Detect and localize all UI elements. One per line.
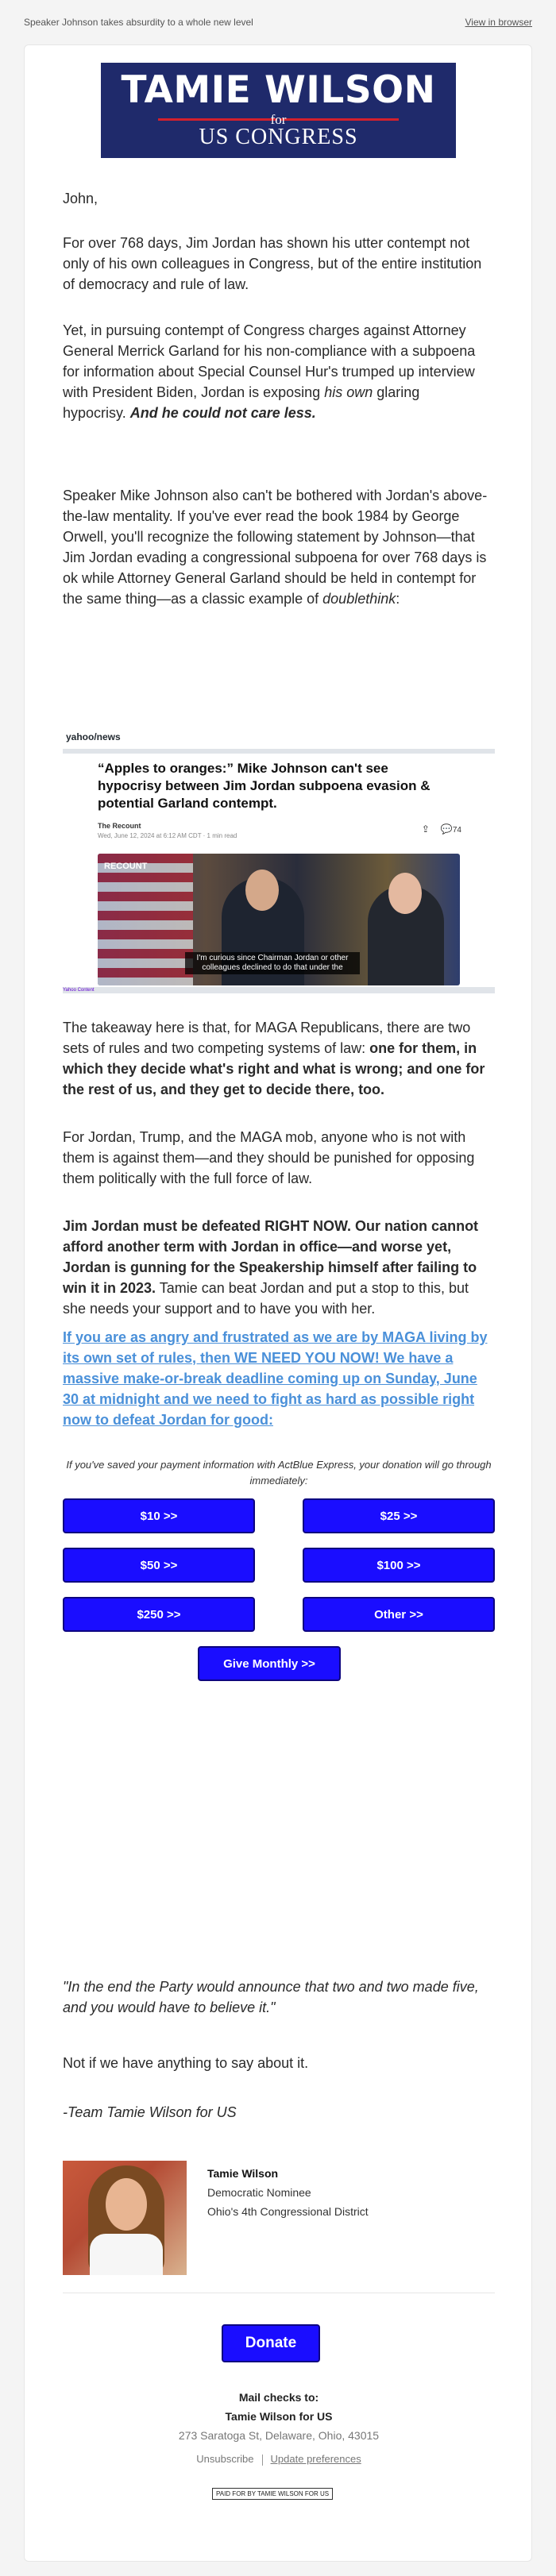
- article-headline[interactable]: “Apples to oranges:” Mike Johnson can't see hypocrisy between Jim Jordan subpoena evasion & potential Garland contempt.: [98, 761, 431, 811]
- donate-50-button[interactable]: $50 >>: [63, 1548, 255, 1583]
- orwell-quote: "In the end the Party would announce that two and two made five, and you would have to believe it.": [63, 1979, 479, 2015]
- paragraph-2: [63, 320, 495, 423]
- logo-for: for: [270, 112, 287, 127]
- photo-clothing: [90, 2234, 163, 2275]
- preheader-bar: [0, 0, 556, 44]
- comment-count: 74: [452, 826, 461, 835]
- campaign-logo: [101, 63, 456, 158]
- logo-name: TAMIE WILSON: [121, 68, 436, 112]
- paragraph-4: [63, 1017, 495, 1100]
- paragraph-8: Not if we have anything to say about it.: [63, 2055, 309, 2071]
- mail-recipient: Tamie Wilson for US: [225, 2410, 333, 2423]
- paragraph-2-text-end: glaring hypocrisy.: [63, 384, 420, 421]
- photo-face: [106, 2178, 147, 2231]
- donate-250-button[interactable]: $250 >>: [63, 1597, 255, 1632]
- news-brand: /news: [94, 731, 121, 742]
- article-embed[interactable]: [63, 725, 495, 993]
- paragraph-4-text: The takeaway here is that, for MAGA Republicans, there are two sets of rules and two competing systems of law:: [63, 1020, 471, 1056]
- article-actions: [422, 823, 461, 835]
- candidate-photo: [63, 2161, 187, 2275]
- donate-25-button[interactable]: $25 >>: [303, 1498, 495, 1533]
- unsubscribe-link[interactable]: Unsubscribe: [196, 2453, 254, 2465]
- share-icon[interactable]: ⇪: [421, 823, 430, 835]
- article-meta: Wed, June 12, 2024 at 6:12 AM CDT · 1 min read: [98, 832, 237, 839]
- paragraph-3-colon: :: [396, 591, 400, 607]
- yahoo-news-logo: [66, 731, 121, 742]
- donate-100-button[interactable]: $100 >>: [303, 1548, 495, 1583]
- donate-button[interactable]: Donate: [222, 2324, 320, 2362]
- preheader-text: Speaker Johnson takes absurdity to a whole new level: [24, 17, 253, 28]
- email-card: [24, 44, 532, 2562]
- flag-graphic: [98, 854, 193, 985]
- paragraph-7: [63, 1327, 495, 1430]
- paragraph-2-text: Yet, in pursuing contempt of Congress charges against Attorney General Merrick Garland for his non-compliance with a subpoena for information about Special Counsel Hur's trumped up interview with President Biden, Jordan is exposing: [63, 322, 476, 400]
- article-top-bar: [63, 749, 495, 754]
- comment-icon[interactable]: 💬74: [440, 823, 461, 835]
- article-bottom-bar: [63, 987, 495, 993]
- candidate-name: Tamie Wilson: [207, 2167, 279, 2180]
- candidate-title: Democratic Nominee: [207, 2186, 311, 2199]
- logo-office: US CONGRESS: [199, 125, 358, 149]
- embed-label: Yahoo Content: [63, 988, 95, 993]
- donate-appeal-link[interactable]: If you are as angry and frustrated as we are by MAGA living by its own set of rules, then WE NEED YOU NOW! We have a massive make-or-break deadline coming up on Sunday, June 30 at midnight and we need to fight as hard as possible right now to defeat Jordan for good:: [63, 1329, 488, 1428]
- speaker-face: [245, 870, 279, 911]
- video-tag: RECOUNT: [104, 862, 148, 871]
- signoff: -Team Tamie Wilson for US: [63, 2104, 237, 2120]
- paragraph-3-emphasis: doublethink: [322, 591, 396, 607]
- paragraph-6-text: Tamie can beat Jordan and put a stop to this, but she needs your support and to have you with her.: [63, 1280, 469, 1317]
- paragraph-3: [63, 485, 495, 609]
- give-monthly-button[interactable]: Give Monthly >>: [198, 1646, 341, 1681]
- mail-address: 273 Saratoga St, Delaware, Ohio, 43015: [178, 2429, 380, 2442]
- paragraph-2-emphasis: his own: [324, 384, 373, 400]
- video-caption: I'm curious since Chairman Jordan or other colleagues declined to do that under the: [185, 952, 360, 974]
- actblue-note: If you've saved your payment information with ActBlue Express, your donation will go through immediately:: [66, 1459, 492, 1487]
- greeting: John,: [63, 191, 98, 206]
- paragraph-4-bold: one for them, in which they decide what's right and what is wrong; and one for the rest of us, and they get to decide there, too.: [63, 1040, 485, 1097]
- paragraph-2-bold: And he could not care less.: [129, 405, 316, 421]
- paragraph-1: For over 768 days, Jim Jordan has shown his utter contempt not only of his own colleagues in Congress, but of the entire institution of democracy and rule of law.: [63, 235, 482, 292]
- donate-10-button[interactable]: $10 >>: [63, 1498, 255, 1533]
- paid-for-disclaimer: PAID FOR BY TAMIE WILSON FOR US: [212, 2488, 333, 2500]
- update-preferences-link[interactable]: Update preferences: [270, 2453, 361, 2465]
- second-face: [388, 873, 422, 914]
- footer-links: [63, 2453, 495, 2466]
- yahoo-brand: yahoo: [66, 731, 95, 742]
- mail-label: Mail checks to:: [238, 2391, 319, 2404]
- footer-separator: [262, 2455, 263, 2466]
- article-video[interactable]: [98, 854, 460, 985]
- candidate-bio: [207, 2164, 369, 2221]
- paragraph-3-text: Speaker Mike Johnson also can't be bothered with Jordan's above-the-law mentality. If you've ever read the book 1984 by George Orwell, you'll recognize the following statement by Johnson—that Jim Jordan evading a congressional subpoena for over 768 days is ok while Attorney General Garland should be held in contempt for the same thing—as a classic example of: [63, 488, 488, 607]
- paragraph-6: [63, 1216, 495, 1319]
- article-source: The Recount: [98, 822, 141, 830]
- donate-other-button[interactable]: Other >>: [303, 1597, 495, 1632]
- view-in-browser-link[interactable]: View in browser: [465, 17, 532, 28]
- paragraph-5: For Jordan, Trump, and the MAGA mob, anyone who is not with them is against them—and they should be punished for opposing them politically with the full force of law.: [63, 1129, 475, 1186]
- mail-info: [63, 2388, 495, 2445]
- paragraph-6-bold: Jim Jordan must be defeated RIGHT NOW. Our nation cannot afford another term with Jordan in office—and worse yet, Jordan is gunning for the Speakership himself after failing to win it in 2023.: [63, 1218, 479, 1296]
- candidate-district: Ohio's 4th Congressional District: [207, 2205, 369, 2218]
